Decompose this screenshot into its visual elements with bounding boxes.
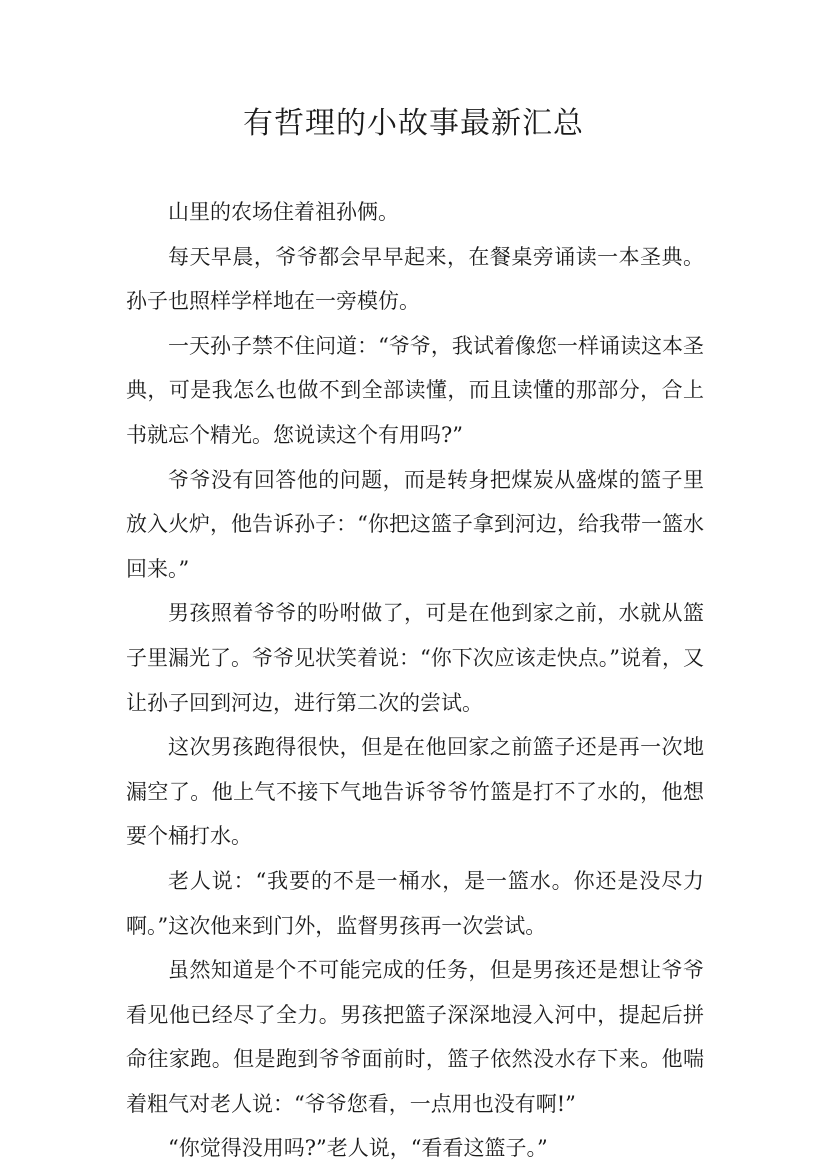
paragraph: 老人说：“我要的不是一桶水，是一篮水。你还是没尽力啊。”这次他来到门外，监督男孩再一次尝试。 bbox=[126, 868, 704, 938]
paragraph: 男孩照着爷爷的吩咐做了，可是在他到家之前，水就从篮子里漏光了。爷爷见状笑着说：“你下次应该走快点。”说着，又让孙子回到河边，进行第二次的尝试。 bbox=[126, 601, 704, 715]
document-body bbox=[126, 190, 704, 1171]
paragraph: 这次男孩跑得很快，但是在他回家之前篮子还是再一次地漏空了。他上气不接下气地告诉爷爷竹篮是打不了水的，他想要个桶打水。 bbox=[126, 735, 704, 849]
paragraph: 一天孙子禁不住问道：“爷爷，我试着像您一样诵读这本圣典，可是我怎么也做不到全部读懂，而且读懂的那部分，合上书就忘个精光。您说读这个有用吗?” bbox=[126, 333, 704, 447]
paragraph: 每天早晨，爷爷都会早早起来，在餐桌旁诵读一本圣典。孙子也照样学样地在一旁模仿。 bbox=[126, 244, 704, 314]
paragraph: 虽然知道是个不可能完成的任务，但是男孩还是想让爷爷看见他已经尽了全力。男孩把篮子深深地浸入河中，提起后拼命往家跑。但是跑到爷爷面前时，篮子依然没水存下来。他喘着粗气对老人说：“爷爷您看，一点用也没有啊!” bbox=[126, 958, 704, 1116]
paragraph: 山里的农场住着祖孙俩。 bbox=[168, 200, 399, 224]
paragraph: “你觉得没用吗?”老人说，“看看这篮子。” bbox=[168, 1136, 548, 1161]
document-title: 有哲理的小故事最新汇总 bbox=[243, 106, 584, 141]
paragraph: 爷爷没有回答他的问题，而是转身把煤炭从盛煤的篮子里放入火炉，他告诉孙子：“你把这篮子拿到河边，给我带一篮水回来。” bbox=[126, 467, 704, 581]
